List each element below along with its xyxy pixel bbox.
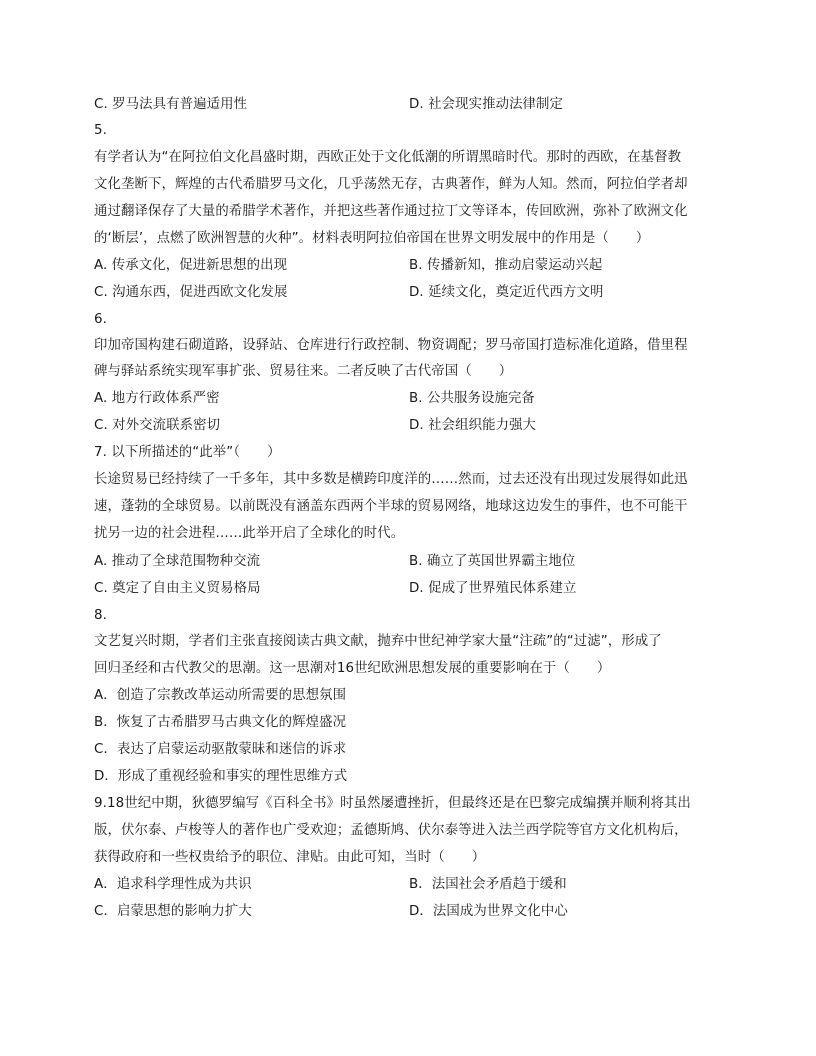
q5-option-a: A. 传承文化，促进新思想的出现 <box>94 258 288 273</box>
q4-option-c: C. 罗马法具有普遍适用性 <box>94 97 248 112</box>
q9-option-b: B．法国社会矛盾趋于缓和 <box>409 877 567 892</box>
q7-option-c: C. 奠定了自由主义贸易格局 <box>94 581 261 596</box>
q5-option-d: D. 延续文化，奠定近代西方文明 <box>409 285 604 300</box>
q6-option-d: D. 社会组织能力强大 <box>409 418 537 433</box>
q9-option-a: A．追求科学理性成为共识 <box>94 877 252 892</box>
q6-number: 6. <box>94 312 107 327</box>
q4-option-d: D. 社会现实推动法律制定 <box>409 97 564 112</box>
q9-option-c: C．启蒙思想的影响力扩大 <box>94 904 252 919</box>
q8-number: 8. <box>94 608 107 623</box>
q7-option-a: A. 推动了全球范围物种交流 <box>94 554 261 569</box>
q9-stem-line-1: 9.18世纪中期，狄德罗编写《百科全书》时虽然屡遭挫折，但最终还是在巴黎完成编撰并顺利将其出 <box>94 796 691 811</box>
q5-option-c: C. 沟通东西，促进西欧文化发展 <box>94 285 288 300</box>
q9-stem-line-2: 版，伏尔泰、卢梭等人的著作也广受欢迎；孟德斯鸠、伏尔泰等进入法兰西学院等官方文化机构后， <box>94 823 688 838</box>
q6-option-b: B. 公共服务设施完备 <box>409 391 535 406</box>
q7-title: 7. 以下所描述的“此举”（ ） <box>94 445 281 460</box>
q6-option-c: C. 对外交流联系密切 <box>94 418 221 433</box>
q9-stem-line-3: 获得政府和一些权贵给予的职位、津贴。由此可知，当时（ ） <box>94 850 486 865</box>
q5-number: 5. <box>94 123 107 138</box>
q8-stem-line-1: 文艺复兴时期，学者们主张直接阅读古典文献，抛弃中世纪神学家大量“注疏”的“过滤”，形成了 <box>94 634 662 649</box>
q5-option-b: B. 传播新知，推动启蒙运动兴起 <box>409 258 603 273</box>
q5-stem-line-3: 通过翻译保存了大量的希腊学术著作，并把这些著作通过拉丁文等译本，传回欧洲，弥补了欧洲文化 <box>94 204 688 219</box>
q9-option-d: D．法国成为世界文化中心 <box>409 904 568 919</box>
q8-option-c: C．表达了启蒙运动驱散蒙昧和迷信的诉求 <box>94 742 347 757</box>
q8-option-b: B．恢复了古希腊罗马古典文化的辉煌盛况 <box>94 715 347 730</box>
q7-stem-line-1: 长途贸易已经持续了一千多年，其中多数是横跨印度洋的……然而，过去还没有出现过发展得如此迅 <box>94 472 688 487</box>
q7-option-d: D. 促成了世界殖民体系建立 <box>409 581 577 596</box>
q6-stem-line-1: 印加帝国构建石砌道路，设驿站、仓库进行行政控制、物资调配；罗马帝国打造标准化道路，借里程 <box>94 338 688 353</box>
q6-stem-line-2: 碑与驿站系统实现军事扩张、贸易往来。二者反映了古代帝国（ ） <box>94 364 513 379</box>
q8-option-d: D．形成了重视经验和事实的理性思维方式 <box>94 769 348 784</box>
q8-stem-line-2: 回归圣经和古代教父的思潮。这一思潮对16世纪欧洲思想发展的重要影响在于（ ） <box>94 661 611 676</box>
q7-stem-line-2: 速，蓬勃的全球贸易。以前既没有涵盖东西两个半球的贸易网络，地球这边发生的事件，也不可能干 <box>94 499 688 514</box>
q6-option-a: A. 地方行政体系严密 <box>94 391 220 406</box>
q5-stem-line-1: 有学者认为“在阿拉伯文化昌盛时期，西欧正处于文化低潮的所谓黑暗时代。那时的西欧，在基督教 <box>94 150 682 165</box>
q5-stem-line-2: 文化垄断下，辉煌的古代希腊罗马文化，几乎荡然无存，古典著作，鲜为人知。然而，阿拉伯学者却 <box>94 177 688 192</box>
q8-option-a: A．创造了宗教改革运动所需要的思想氛围 <box>94 688 347 703</box>
q7-stem-line-3: 扰另一边的社会进程……此举开启了全球化的时代。 <box>94 526 405 541</box>
q7-option-b: B. 确立了英国世界霸主地位 <box>409 554 576 569</box>
q5-stem-line-4: 的‘断层’，点燃了欧洲智慧的火种”。材料表明阿拉伯帝国在世界文明发展中的作用是（ ） <box>94 231 650 246</box>
